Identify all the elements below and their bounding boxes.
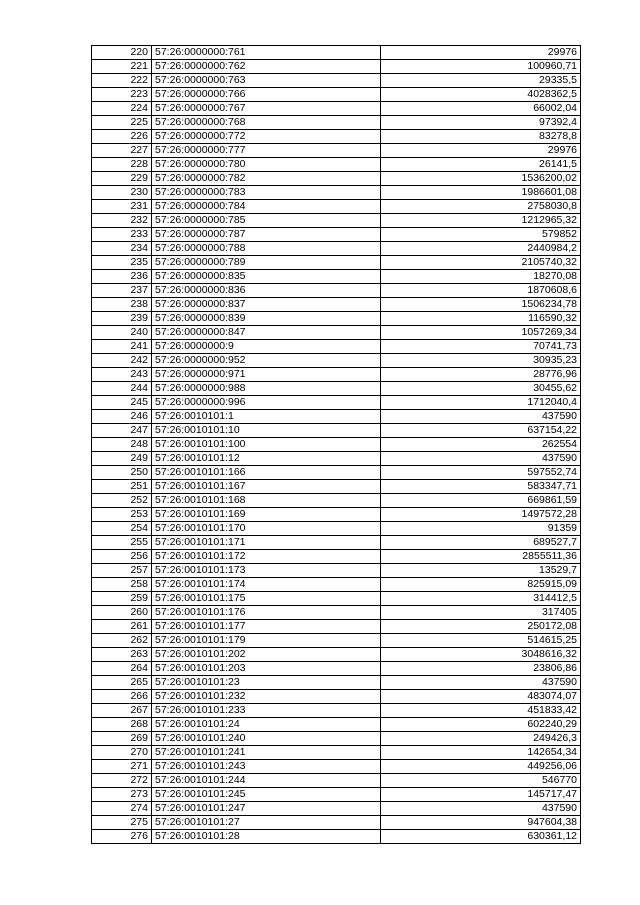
cadastral-number-cell: 57:26:0010101:176 — [152, 606, 381, 620]
row-number-cell: 253 — [92, 508, 152, 522]
cadastral-value-cell: 23806,86 — [381, 662, 581, 676]
row-number-cell: 243 — [92, 368, 152, 382]
cadastral-value-cell: 546770 — [381, 774, 581, 788]
table-row — [92, 74, 581, 88]
cadastral-number-cell: 57:26:0000000:952 — [152, 354, 381, 368]
cadastral-number-cell: 57:26:0000000:837 — [152, 298, 381, 312]
row-number-cell: 221 — [92, 60, 152, 74]
row-number-cell: 249 — [92, 452, 152, 466]
table-row — [92, 718, 581, 732]
cadastral-value-cell: 97392,4 — [381, 116, 581, 130]
row-number-cell: 239 — [92, 312, 152, 326]
table-row — [92, 774, 581, 788]
cadastral-number-cell: 57:26:0010101:177 — [152, 620, 381, 634]
cadastral-number-cell: 57:26:0010101:23 — [152, 676, 381, 690]
cadastral-value-cell: 637154,22 — [381, 424, 581, 438]
row-number-cell: 263 — [92, 648, 152, 662]
table-row — [92, 494, 581, 508]
table-row — [92, 228, 581, 242]
cadastral-number-cell: 57:26:0010101:179 — [152, 634, 381, 648]
cadastral-value-cell: 1057269,34 — [381, 326, 581, 340]
cadastral-value-cell: 262554 — [381, 438, 581, 452]
table-row — [92, 284, 581, 298]
row-number-cell: 273 — [92, 788, 152, 802]
cadastral-value-cell: 1536200,02 — [381, 172, 581, 186]
cadastral-value-cell: 689527,7 — [381, 536, 581, 550]
row-number-cell: 227 — [92, 144, 152, 158]
row-number-cell: 248 — [92, 438, 152, 452]
cadastral-value-cell: 437590 — [381, 452, 581, 466]
cadastral-value-cell: 1986601,08 — [381, 186, 581, 200]
cadastral-number-cell: 57:26:0010101:171 — [152, 536, 381, 550]
cadastral-value-cell: 3048616,32 — [381, 648, 581, 662]
cadastral-value-cell: 26141,5 — [381, 158, 581, 172]
row-number-cell: 230 — [92, 186, 152, 200]
row-number-cell: 247 — [92, 424, 152, 438]
row-number-cell: 257 — [92, 564, 152, 578]
cadastral-value-table — [91, 45, 581, 844]
row-number-cell: 259 — [92, 592, 152, 606]
cadastral-number-cell: 57:26:0000000:9 — [152, 340, 381, 354]
cadastral-number-cell: 57:26:0000000:777 — [152, 144, 381, 158]
table-row — [92, 508, 581, 522]
cadastral-value-cell: 83278,8 — [381, 130, 581, 144]
cadastral-value-cell: 1497572,28 — [381, 508, 581, 522]
table-row — [92, 424, 581, 438]
cadastral-value-cell: 91359 — [381, 522, 581, 536]
row-number-cell: 265 — [92, 676, 152, 690]
cadastral-value-cell: 514615,25 — [381, 634, 581, 648]
table-row — [92, 116, 581, 130]
row-number-cell: 260 — [92, 606, 152, 620]
cadastral-value-cell: 100960,71 — [381, 60, 581, 74]
row-number-cell: 235 — [92, 256, 152, 270]
table-row — [92, 88, 581, 102]
row-number-cell: 236 — [92, 270, 152, 284]
row-number-cell: 267 — [92, 704, 152, 718]
table-row — [92, 466, 581, 480]
cadastral-value-cell: 30455,62 — [381, 382, 581, 396]
cadastral-number-cell: 57:26:0010101:247 — [152, 802, 381, 816]
row-number-cell: 261 — [92, 620, 152, 634]
cadastral-value-cell: 30935,23 — [381, 354, 581, 368]
row-number-cell: 268 — [92, 718, 152, 732]
cadastral-value-cell: 1712040,4 — [381, 396, 581, 410]
cadastral-value-cell: 602240,29 — [381, 718, 581, 732]
table-row — [92, 144, 581, 158]
cadastral-value-cell: 13529,7 — [381, 564, 581, 578]
cadastral-number-cell: 57:26:0000000:789 — [152, 256, 381, 270]
row-number-cell: 228 — [92, 158, 152, 172]
table-row — [92, 214, 581, 228]
cadastral-value-cell: 1870608,6 — [381, 284, 581, 298]
cadastral-value-cell: 18270,08 — [381, 270, 581, 284]
cadastral-number-cell: 57:26:0010101:245 — [152, 788, 381, 802]
row-number-cell: 223 — [92, 88, 152, 102]
row-number-cell: 241 — [92, 340, 152, 354]
row-number-cell: 226 — [92, 130, 152, 144]
cadastral-value-cell: 317405 — [381, 606, 581, 620]
cadastral-number-cell: 57:26:0000000:988 — [152, 382, 381, 396]
row-number-cell: 222 — [92, 74, 152, 88]
table-row — [92, 186, 581, 200]
cadastral-number-cell: 57:26:0010101:10 — [152, 424, 381, 438]
cadastral-number-cell: 57:26:0010101:203 — [152, 662, 381, 676]
table-row — [92, 396, 581, 410]
table-row — [92, 690, 581, 704]
cadastral-number-cell: 57:26:0010101:240 — [152, 732, 381, 746]
cadastral-value-cell: 825915,09 — [381, 578, 581, 592]
row-number-cell: 256 — [92, 550, 152, 564]
cadastral-number-cell: 57:26:0010101:100 — [152, 438, 381, 452]
cadastral-number-cell: 57:26:0000000:839 — [152, 312, 381, 326]
cadastral-number-cell: 57:26:0000000:766 — [152, 88, 381, 102]
row-number-cell: 275 — [92, 816, 152, 830]
cadastral-number-cell: 57:26:0010101:174 — [152, 578, 381, 592]
row-number-cell: 237 — [92, 284, 152, 298]
table-row — [92, 746, 581, 760]
table-row — [92, 648, 581, 662]
table-row — [92, 662, 581, 676]
cadastral-value-cell: 947604,38 — [381, 816, 581, 830]
cadastral-number-cell: 57:26:0010101:202 — [152, 648, 381, 662]
table-row — [92, 270, 581, 284]
cadastral-number-cell: 57:26:0000000:767 — [152, 102, 381, 116]
row-number-cell: 225 — [92, 116, 152, 130]
cadastral-number-cell: 57:26:0000000:762 — [152, 60, 381, 74]
cadastral-value-cell: 66002,04 — [381, 102, 581, 116]
cadastral-number-cell: 57:26:0010101:167 — [152, 480, 381, 494]
table-row — [92, 242, 581, 256]
row-number-cell: 250 — [92, 466, 152, 480]
table-row — [92, 410, 581, 424]
table-row — [92, 382, 581, 396]
cadastral-value-cell: 1212965,32 — [381, 214, 581, 228]
cadastral-value-cell: 451833,42 — [381, 704, 581, 718]
cadastral-number-cell: 57:26:0010101:24 — [152, 718, 381, 732]
cadastral-value-cell: 145717,47 — [381, 788, 581, 802]
row-number-cell: 245 — [92, 396, 152, 410]
cadastral-value-cell: 437590 — [381, 410, 581, 424]
cadastral-value-cell: 29335,5 — [381, 74, 581, 88]
cadastral-number-cell: 57:26:0000000:847 — [152, 326, 381, 340]
row-number-cell: 251 — [92, 480, 152, 494]
table-row — [92, 676, 581, 690]
table-row — [92, 130, 581, 144]
row-number-cell: 264 — [92, 662, 152, 676]
cadastral-value-cell: 142654,34 — [381, 746, 581, 760]
cadastral-number-cell: 57:26:0010101:173 — [152, 564, 381, 578]
cadastral-number-cell: 57:26:0010101:1 — [152, 410, 381, 424]
row-number-cell: 254 — [92, 522, 152, 536]
table-row — [92, 312, 581, 326]
cadastral-number-cell: 57:26:0000000:768 — [152, 116, 381, 130]
cadastral-number-cell: 57:26:0000000:835 — [152, 270, 381, 284]
table-row — [92, 634, 581, 648]
table-row — [92, 172, 581, 186]
cadastral-value-cell: 669861,59 — [381, 494, 581, 508]
cadastral-number-cell: 57:26:0010101:168 — [152, 494, 381, 508]
table-row — [92, 732, 581, 746]
cadastral-value-cell: 314412,5 — [381, 592, 581, 606]
table-row — [92, 620, 581, 634]
table-row — [92, 522, 581, 536]
table-row — [92, 452, 581, 466]
table-row — [92, 550, 581, 564]
row-number-cell: 266 — [92, 690, 152, 704]
cadastral-number-cell: 57:26:0010101:27 — [152, 816, 381, 830]
cadastral-number-cell: 57:26:0010101:244 — [152, 774, 381, 788]
row-number-cell: 269 — [92, 732, 152, 746]
cadastral-value-cell: 437590 — [381, 802, 581, 816]
row-number-cell: 252 — [92, 494, 152, 508]
cadastral-number-cell: 57:26:0010101:175 — [152, 592, 381, 606]
row-number-cell: 242 — [92, 354, 152, 368]
table-row — [92, 60, 581, 74]
table-row — [92, 536, 581, 550]
table-row — [92, 200, 581, 214]
table-row — [92, 592, 581, 606]
table-row — [92, 606, 581, 620]
cadastral-value-cell: 630361,12 — [381, 830, 581, 844]
row-number-cell: 272 — [92, 774, 152, 788]
table-row — [92, 480, 581, 494]
cadastral-number-cell: 57:26:0000000:996 — [152, 396, 381, 410]
cadastral-number-cell: 57:26:0000000:780 — [152, 158, 381, 172]
row-number-cell: 233 — [92, 228, 152, 242]
cadastral-value-cell: 583347,71 — [381, 480, 581, 494]
table-row — [92, 760, 581, 774]
cadastral-number-cell: 57:26:0010101:233 — [152, 704, 381, 718]
cadastral-number-cell: 57:26:0000000:772 — [152, 130, 381, 144]
cadastral-number-cell: 57:26:0010101:243 — [152, 760, 381, 774]
table-row — [92, 578, 581, 592]
cadastral-number-cell: 57:26:0000000:784 — [152, 200, 381, 214]
cadastral-value-cell: 4028362,5 — [381, 88, 581, 102]
cadastral-number-cell: 57:26:0010101:241 — [152, 746, 381, 760]
cadastral-value-cell: 2440984,2 — [381, 242, 581, 256]
cadastral-number-cell: 57:26:0000000:971 — [152, 368, 381, 382]
cadastral-number-cell: 57:26:0000000:785 — [152, 214, 381, 228]
table-row — [92, 368, 581, 382]
cadastral-number-cell: 57:26:0010101:12 — [152, 452, 381, 466]
cadastral-value-cell: 70741,73 — [381, 340, 581, 354]
row-number-cell: 246 — [92, 410, 152, 424]
row-number-cell: 271 — [92, 760, 152, 774]
cadastral-value-cell: 2855511,36 — [381, 550, 581, 564]
cadastral-number-cell: 57:26:0000000:783 — [152, 186, 381, 200]
row-number-cell: 220 — [92, 46, 152, 60]
row-number-cell: 238 — [92, 298, 152, 312]
cadastral-number-cell: 57:26:0010101:172 — [152, 550, 381, 564]
table-row — [92, 830, 581, 844]
cadastral-number-cell: 57:26:0010101:232 — [152, 690, 381, 704]
row-number-cell: 276 — [92, 830, 152, 844]
table-row — [92, 298, 581, 312]
table-row — [92, 256, 581, 270]
row-number-cell: 224 — [92, 102, 152, 116]
row-number-cell: 244 — [92, 382, 152, 396]
cadastral-value-cell: 437590 — [381, 676, 581, 690]
cadastral-value-cell: 579852 — [381, 228, 581, 242]
table-row — [92, 704, 581, 718]
cadastral-number-cell: 57:26:0000000:787 — [152, 228, 381, 242]
cadastral-value-cell: 29976 — [381, 46, 581, 60]
table-row — [92, 816, 581, 830]
cadastral-value-cell: 2758030,8 — [381, 200, 581, 214]
cadastral-number-cell: 57:26:0000000:788 — [152, 242, 381, 256]
row-number-cell: 255 — [92, 536, 152, 550]
cadastral-number-cell: 57:26:0000000:763 — [152, 74, 381, 88]
table-body — [92, 46, 581, 844]
row-number-cell: 232 — [92, 214, 152, 228]
row-number-cell: 270 — [92, 746, 152, 760]
cadastral-number-cell: 57:26:0010101:170 — [152, 522, 381, 536]
table-row — [92, 102, 581, 116]
cadastral-value-cell: 1506234,78 — [381, 298, 581, 312]
row-number-cell: 274 — [92, 802, 152, 816]
cadastral-value-cell: 483074,07 — [381, 690, 581, 704]
table-row — [92, 46, 581, 60]
cadastral-number-cell: 57:26:0000000:836 — [152, 284, 381, 298]
cadastral-number-cell: 57:26:0010101:166 — [152, 466, 381, 480]
row-number-cell: 258 — [92, 578, 152, 592]
cadastral-number-cell: 57:26:0000000:782 — [152, 172, 381, 186]
cadastral-value-cell: 250172,08 — [381, 620, 581, 634]
table-row — [92, 438, 581, 452]
table-row — [92, 158, 581, 172]
table-row — [92, 326, 581, 340]
cadastral-number-cell: 57:26:0010101:169 — [152, 508, 381, 522]
cadastral-number-cell: 57:26:0010101:28 — [152, 830, 381, 844]
cadastral-value-cell: 597552,74 — [381, 466, 581, 480]
row-number-cell: 240 — [92, 326, 152, 340]
row-number-cell: 262 — [92, 634, 152, 648]
cadastral-value-cell: 449256,06 — [381, 760, 581, 774]
cadastral-value-cell: 249426,3 — [381, 732, 581, 746]
table-row — [92, 354, 581, 368]
row-number-cell: 229 — [92, 172, 152, 186]
cadastral-value-cell: 116590,32 — [381, 312, 581, 326]
cadastral-value-cell: 28776,96 — [381, 368, 581, 382]
cadastral-value-cell: 29976 — [381, 144, 581, 158]
row-number-cell: 234 — [92, 242, 152, 256]
table-row — [92, 340, 581, 354]
row-number-cell: 231 — [92, 200, 152, 214]
cadastral-value-cell: 2105740,32 — [381, 256, 581, 270]
table-row — [92, 788, 581, 802]
table-row — [92, 564, 581, 578]
table-row — [92, 802, 581, 816]
cadastral-number-cell: 57:26:0000000:761 — [152, 46, 381, 60]
